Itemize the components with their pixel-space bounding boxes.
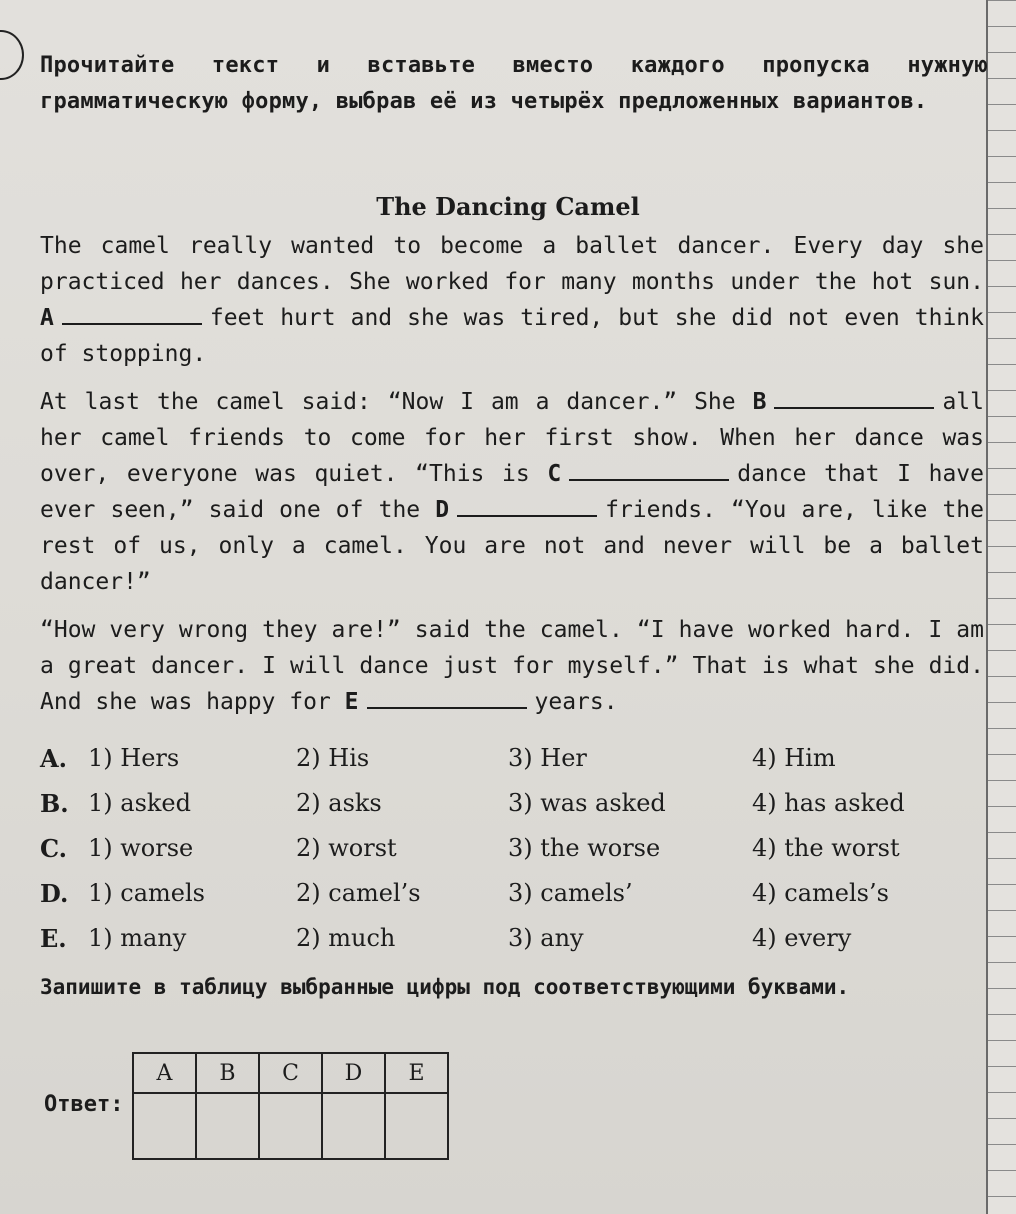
option-choice[interactable]: 2) worst (296, 834, 397, 862)
answer-cell-a[interactable] (133, 1093, 196, 1159)
answer-cell-b[interactable] (196, 1093, 259, 1159)
answer-header-a: A (133, 1053, 196, 1093)
option-choice[interactable]: 1) camels (88, 879, 205, 907)
option-choice[interactable]: 4) every (752, 924, 852, 952)
answer-table-input-row (133, 1093, 448, 1159)
gap-e-blank[interactable] (367, 685, 527, 709)
answer-instruction: Запишите в таблицу выбранные цифры под соответствующими буквами. (40, 975, 850, 999)
option-letter: E. (40, 924, 67, 953)
gap-letter-e: E (344, 689, 359, 715)
task-instruction: Прочитайте текст и вставьте вместо каждого пропуска нужную грамматическую форму, выбрав её из четырёх предложенных вариантов. (40, 53, 988, 114)
option-choice[interactable]: 1) asked (88, 789, 191, 817)
answer-cell-e[interactable] (385, 1093, 448, 1159)
option-choice[interactable]: 1) many (88, 924, 187, 952)
answer-header-c: C (259, 1053, 322, 1093)
answer-cell-c[interactable] (259, 1093, 322, 1159)
option-choice[interactable]: 1) worse (88, 834, 194, 862)
option-choice[interactable]: 2) camel’s (296, 879, 421, 907)
paragraph-3-part-2: years. (534, 689, 618, 715)
margin-border (986, 0, 988, 1214)
option-choice[interactable]: 2) much (296, 924, 396, 952)
answer-header-e: E (385, 1053, 448, 1093)
option-row-a (40, 744, 980, 789)
option-letter: B. (40, 789, 69, 818)
answer-label: Ответ: (44, 1092, 124, 1117)
option-row-d (40, 879, 980, 924)
paragraph-2-part-2: all her camel friends to come for her first show. When her dance was over, everyone was quiet. “This is (40, 389, 984, 487)
paragraph-1 (40, 228, 984, 372)
answer-table-header-row (133, 1053, 448, 1093)
margin-grid (986, 0, 1016, 1214)
paragraph-3-part-1: “How very wrong they are!” said the camel. “I have worked hard. I am a great dancer. I will dance just for myself.” That is what she did. And she was happy for (40, 617, 984, 715)
answer-header-d: D (322, 1053, 385, 1093)
paragraph-3 (40, 612, 984, 720)
answer-table (132, 1052, 449, 1160)
gap-letter-c: C (547, 461, 562, 487)
paragraph-2-part-1: At last the camel said: “Now I am a dancer.” She (40, 389, 736, 415)
option-choice[interactable]: 4) has asked (752, 789, 905, 817)
paragraph-1-part-1: The camel really wanted to become a ballet dancer. Every day she practiced her dances. She worked for many months under the hot sun. (40, 233, 984, 295)
gap-b-blank[interactable] (774, 385, 934, 409)
story-title: The Dancing Camel (376, 192, 640, 221)
option-row-e (40, 924, 980, 969)
paragraph-2 (40, 384, 984, 600)
story-text (40, 228, 984, 732)
option-choice[interactable]: 4) Him (752, 744, 836, 772)
option-choice[interactable]: 1) Hers (88, 744, 180, 772)
gap-a-blank[interactable] (62, 301, 202, 325)
option-choice[interactable]: 2) asks (296, 789, 382, 817)
option-letter: C. (40, 834, 68, 863)
option-choice[interactable]: 3) was asked (508, 789, 666, 817)
option-letter: A. (40, 744, 67, 773)
task-number-circle (0, 30, 24, 80)
gap-d-blank[interactable] (457, 493, 597, 517)
option-choice[interactable]: 4) the worst (752, 834, 900, 862)
paragraph-2-part-3: dance that I have ever seen,” said one of the (40, 461, 984, 523)
gap-letter-a: A (40, 305, 54, 331)
option-letter: D. (40, 879, 69, 908)
option-choice[interactable]: 3) camels’ (508, 879, 633, 907)
answer-cell-d[interactable] (322, 1093, 385, 1159)
answer-options (40, 744, 980, 969)
option-choice[interactable]: 2) His (296, 744, 370, 772)
gap-c-blank[interactable] (569, 457, 729, 481)
option-choice[interactable]: 3) the worse (508, 834, 661, 862)
paragraph-1-part-2: feet hurt and she was tired, but she did not even think of stopping. (40, 305, 984, 367)
option-choice[interactable]: 3) any (508, 924, 584, 952)
paragraph-2-part-4: friends. “You are, like the rest of us, only a camel. You are not and never will be a ballet dancer!” (40, 497, 984, 595)
gap-letter-d: D (435, 497, 450, 523)
option-row-b (40, 789, 980, 834)
gap-letter-b: B (752, 389, 767, 415)
option-choice[interactable]: 4) camels’s (752, 879, 889, 907)
option-row-c (40, 834, 980, 879)
answer-header-b: B (196, 1053, 259, 1093)
option-choice[interactable]: 3) Her (508, 744, 587, 772)
